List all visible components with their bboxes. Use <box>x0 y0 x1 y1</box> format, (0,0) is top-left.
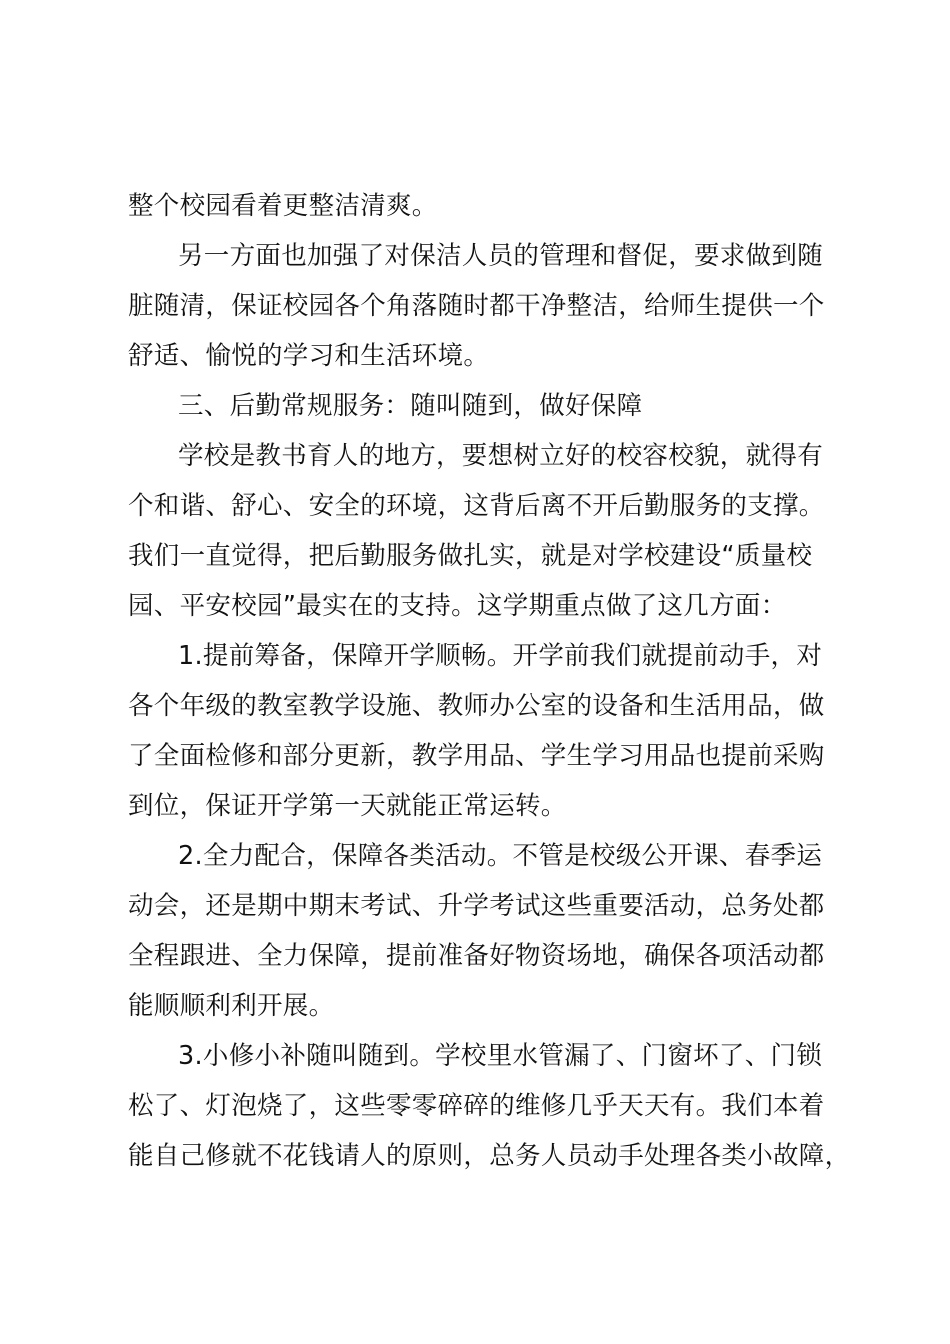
text-line: 全程跟进、全力保障，提前准备好物资场地，确保各项活动都 <box>128 941 825 971</box>
text-line: 各个年级的教室教学设施、教师办公室的设备和生活用品，做 <box>128 691 825 721</box>
text-line: 动会，还是期中期末考试、升学考试这些重要活动，总务处都 <box>128 891 825 921</box>
text-line: 到位，保证开学第一天就能正常运转。 <box>128 791 567 821</box>
section-heading: 三、后勤常规服务：随叫随到，做好保障 <box>178 391 643 421</box>
paragraph-first-line: 学校是教书育人的地方，要想树立好的校容校貌，就得有 <box>178 441 824 471</box>
text-line: 能自己修就不花钱请人的原则，总务人员动手处理各类小故障， <box>128 1141 851 1171</box>
text-line: 了全面检修和部分更新，教学用品、学生学习用品也提前采购 <box>128 741 825 771</box>
text-line: 园、平安校园”最实在的支持。这学期重点做了这几方面： <box>128 591 787 621</box>
text-line: 舒适、愉悦的学习和生活环境。 <box>128 341 490 371</box>
text-line: 个和谐、舒心、安全的环境，这背后离不开后勤服务的支撑。 <box>128 491 825 521</box>
text-line: 松了、灯泡烧了，这些零零碎碎的维修几乎天天有。我们本着 <box>128 1091 825 1121</box>
text-line: 整个校园看着更整洁清爽。 <box>128 191 438 221</box>
text-line: 能顺顺利利开展。 <box>128 991 335 1021</box>
paragraph-first-line: 另一方面也加强了对保洁人员的管理和督促，要求做到随 <box>178 241 824 271</box>
list-item-2: 2.全力配合，保障各类活动。不管是校级公开课、春季运 <box>178 841 823 871</box>
text-line: 我们一直觉得，把后勤服务做扎实，就是对学校建设“质量校 <box>128 541 813 571</box>
list-item-3: 3.小修小补随叫随到。学校里水管漏了、门窗坏了、门锁 <box>178 1041 823 1071</box>
list-item-1: 1.提前筹备，保障开学顺畅。开学前我们就提前动手，对 <box>178 641 823 671</box>
text-line: 脏随清，保证校园各个角落随时都干净整洁，给师生提供一个 <box>128 291 825 321</box>
